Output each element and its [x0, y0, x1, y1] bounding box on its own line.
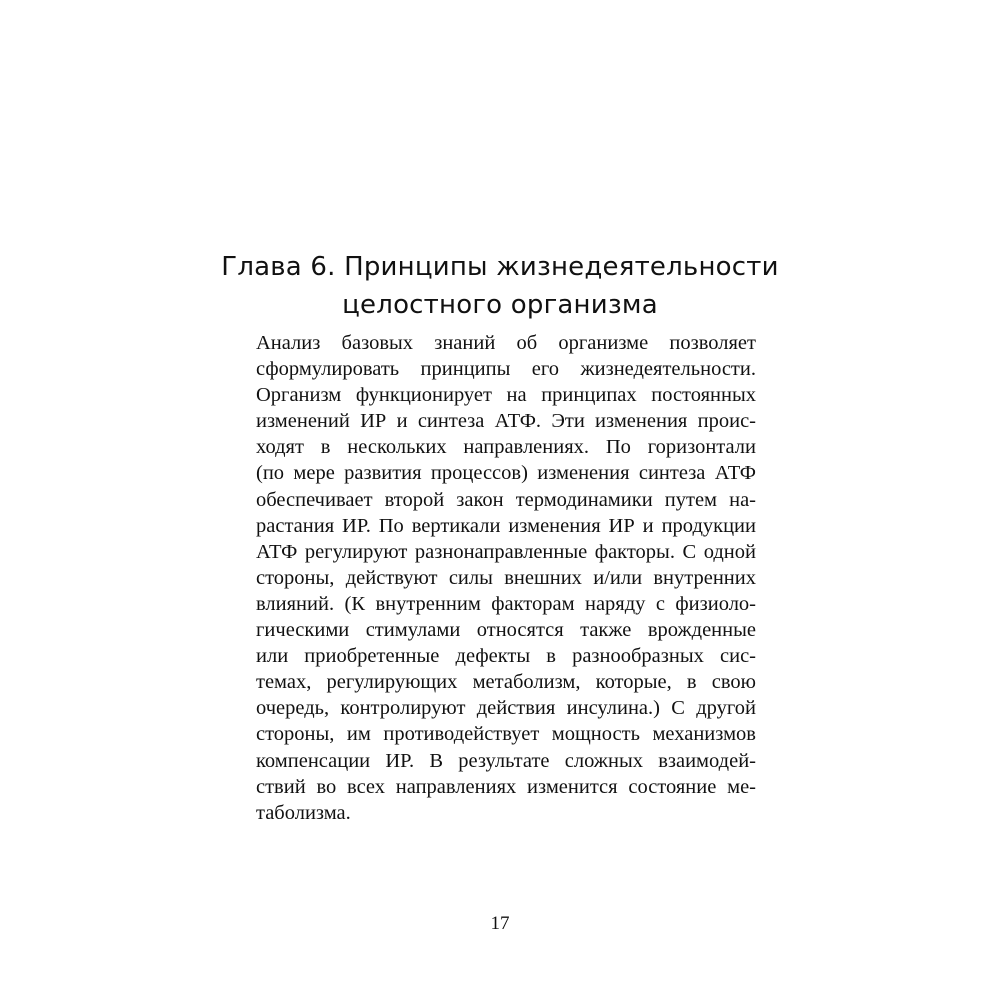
text-line: очередь, контролируют действия инсулина.) С другой — [256, 697, 756, 720]
chapter-title — [200, 248, 800, 324]
text-line: Анализ базовых знаний об организме позволяет — [256, 332, 756, 354]
text-line: или приобретенные дефекты в разнообразных сис- — [256, 645, 756, 668]
text-line: ствий во всех направлениях изменится состояние ме- — [256, 775, 756, 798]
text-line: ходят в нескольких направлениях. По горизонтали — [256, 436, 756, 459]
text-line: темах, регулирующих метаболизм, которые, в свою — [256, 671, 756, 694]
text-line: стороны, им противодействует мощность механизмов — [256, 723, 756, 746]
body-paragraph — [256, 330, 756, 826]
text-line: компенсации ИР. В результате сложных взаимодей- — [256, 749, 756, 772]
text-line: стороны, действуют силы внешних и/или внутренних — [256, 566, 756, 589]
text-line: влияний. (К внутренним факторам наряду с физиоло- — [256, 592, 756, 615]
text-line: АТФ регулируют разнонаправленные факторы. С одной — [256, 540, 756, 563]
text-line: гическими стимулами относятся также врожденные — [256, 619, 756, 642]
text-line: Организм функционирует на принципах постоянных — [256, 384, 756, 407]
text-line: растания ИР. По вертикали изменения ИР и продукции — [256, 514, 756, 537]
text-line: обеспечивает второй закон термодинамики путем на- — [256, 488, 756, 511]
text-line: (по мере развития процессов) изменения синтеза АТФ — [256, 462, 756, 485]
text-line: изменений ИР и синтеза АТФ. Эти изменения проис- — [256, 410, 756, 433]
chapter-title-line-2: целостного организма — [342, 290, 658, 320]
chapter-title-line-1: Глава 6. Принципы жизнедеятельности — [221, 252, 779, 282]
page-number: 17 — [490, 913, 510, 934]
text-line: сформулировать принципы его жизнедеятельности. — [256, 358, 756, 381]
text-line: таболизма. — [256, 801, 351, 824]
